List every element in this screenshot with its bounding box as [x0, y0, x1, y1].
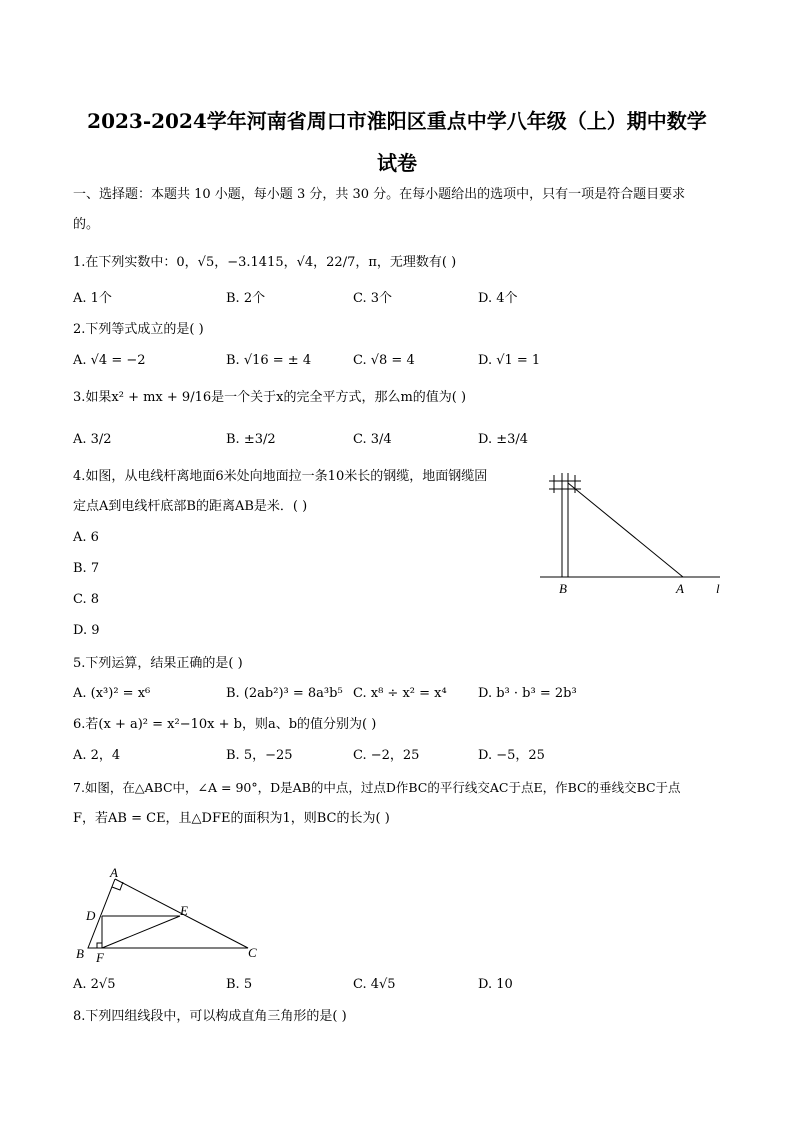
- page-title-line1: 2023-2024学年河南省周口市淮阳区重点中学八年级（上）期中数学: [87, 109, 707, 133]
- question-2-stem: 2.下列等式成立的是( ): [73, 322, 204, 337]
- question-4-option-c: C. 8: [73, 592, 100, 607]
- label-l: l: [716, 581, 720, 596]
- question-7-option-d: D. 10: [478, 977, 513, 992]
- label-d: D: [86, 908, 96, 923]
- label-a: A: [110, 865, 118, 880]
- question-1-option-b: B. 2个: [226, 291, 266, 306]
- question-4-figure: [535, 465, 735, 600]
- question-4-stem-line2: 定点A到电线杆底部B的距离AB是米．( ): [73, 499, 308, 514]
- question-6-option-c: C. −2，25: [353, 748, 420, 763]
- question-7-stem-line2: F，若AB = CE，且△DFE的面积为1，则BC的长为( ): [73, 811, 390, 826]
- question-3-option-c: C. 3/4: [353, 432, 392, 447]
- section-instructions-line1: 一、选择题：本题共 10 小题，每小题 3 分，共 30 分。在每小题给出的选项中，只有一项是符合题目要求: [73, 187, 686, 202]
- question-6-stem: 6.若(x + a)² = x²−10x + b，则a、b的值分别为( ): [73, 717, 377, 732]
- question-1-option-a: A. 1个: [73, 291, 112, 306]
- label-f: F: [96, 950, 104, 965]
- question-5-option-c: C. x⁸ ÷ x² = x⁴: [353, 686, 447, 701]
- question-3-option-d: D. ±3/4: [478, 432, 529, 447]
- question-8-stem: 8.下列四组线段中，可以构成直角三角形的是( ): [73, 1009, 347, 1024]
- question-1-option-d: D. 4个: [478, 291, 518, 306]
- page-title-line2: 试卷: [377, 151, 417, 175]
- question-3-option-b: B. ±3/2: [226, 432, 276, 447]
- question-6-option-a: A. 2，4: [73, 748, 121, 763]
- question-5-option-a: A. (x³)² = x⁶: [73, 686, 151, 701]
- question-5-option-d: D. b³ · b³ = 2b³: [478, 686, 577, 701]
- label-a: A: [676, 581, 684, 596]
- question-7-stem-line1: 7.如图，在△ABC中，∠A = 90°，D是AB的中点，过点D作BC的平行线交AC于点E，作BC的垂线交BC于点: [73, 780, 681, 795]
- question-2-option-c: C. √8 = 4: [353, 353, 415, 368]
- question-7-option-c: C. 4√5: [353, 977, 396, 992]
- question-2-option-a: A. √4 = −2: [73, 353, 146, 368]
- question-6-option-b: B. 5，−25: [226, 748, 293, 763]
- right-angle-f: [97, 943, 102, 948]
- question-3-stem: 3.如果x² + mx + 9/16是一个关于x的完全平方式，那么m的值为( ): [73, 390, 467, 405]
- question-1-stem: 1.在下列实数中：0，√5，−3.1415，√4，22/7，π，无理数有( ): [73, 255, 457, 270]
- question-4-option-d: D. 9: [73, 623, 100, 638]
- triangle-abc: [88, 879, 248, 948]
- cable-line: [568, 483, 683, 577]
- question-7-option-a: A. 2√5: [73, 977, 116, 992]
- label-e: E: [180, 903, 188, 918]
- question-6-option-d: D. −5，25: [478, 748, 545, 763]
- question-1-option-c: C. 3个: [353, 291, 393, 306]
- question-4-option-a: A. 6: [73, 530, 99, 545]
- segment-fe: [102, 916, 180, 948]
- question-2-option-d: D. √1 = 1: [478, 353, 541, 368]
- question-4-stem-line1: 4.如图，从电线杆离地面6米处向地面拉一条10米长的钢缆，地面钢缆固: [73, 469, 488, 484]
- question-3-option-a: A. 3/2: [73, 432, 112, 447]
- question-7-option-b: B. 5: [226, 977, 253, 992]
- question-4-option-b: B. 7: [73, 561, 100, 576]
- question-5-option-b: B. (2ab²)³ = 8a³b⁵: [226, 686, 343, 701]
- question-5-stem: 5.下列运算，结果正确的是( ): [73, 656, 243, 671]
- section-instructions-line2: 的。: [73, 217, 100, 232]
- question-7-figure: [70, 865, 270, 965]
- label-b: B: [559, 581, 567, 596]
- label-c: C: [248, 945, 257, 960]
- question-2-option-b: B. √16 = ± 4: [226, 353, 312, 368]
- label-b: B: [76, 946, 84, 961]
